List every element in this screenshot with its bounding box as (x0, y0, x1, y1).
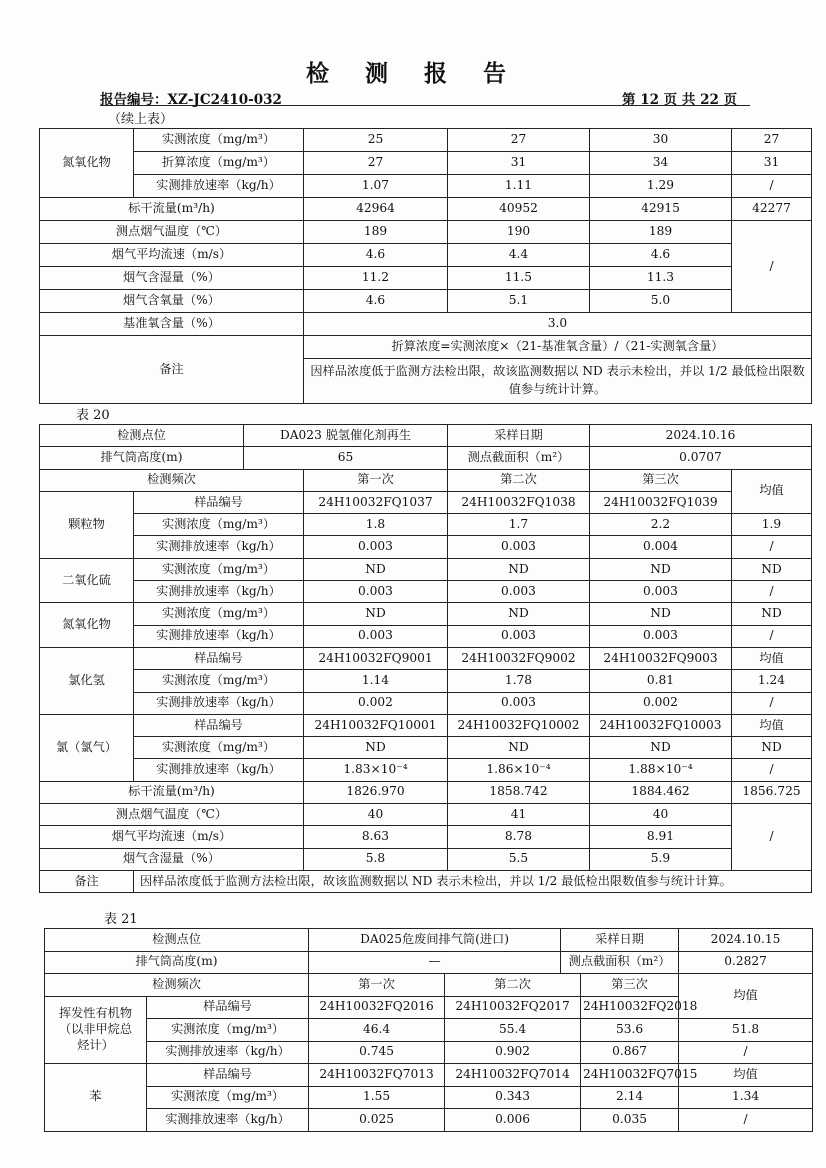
table-cell: 25 (304, 129, 448, 152)
row-label: 烟气含氧量（%） (40, 290, 304, 313)
table-cell: / (679, 1109, 813, 1132)
table-cell: ND (304, 558, 448, 580)
table-cell: 1.55 (309, 1086, 445, 1109)
pollutant-name: 苯 (45, 1064, 147, 1132)
pollutant-name: 氯化氢 (40, 647, 134, 714)
table-cell: 0.002 (590, 692, 732, 714)
row-label: 实测排放速率（kg/h） (134, 625, 304, 647)
table-21 (44, 928, 813, 1132)
table-row (40, 781, 812, 803)
date-label: 采样日期 (448, 425, 590, 447)
report-number: 报告编号：XZ-JC2410-032 (100, 92, 282, 108)
table-cell: / (732, 625, 812, 647)
table-row (40, 692, 812, 714)
freq-header: 第三次 (590, 469, 732, 491)
table-cell: 0.003 (448, 581, 590, 603)
table-row (40, 558, 812, 580)
row-label: 实测浓度（mg/m³） (134, 129, 304, 152)
table-cell: 1.14 (304, 670, 448, 692)
table-cell: 24H10032FQ2016 (309, 996, 445, 1019)
table-cell: ND (448, 558, 590, 580)
remark-row (40, 336, 812, 359)
table-row (45, 1086, 813, 1109)
table-cell: 0.003 (304, 625, 448, 647)
avg-header: 均值 (679, 1064, 813, 1087)
table-cell: 0.006 (445, 1109, 581, 1132)
table-cell: 1.07 (304, 175, 448, 198)
height-label: 排气筒高度(m) (40, 447, 244, 469)
table-cell: / (679, 1041, 813, 1064)
table-cell: 1.78 (448, 670, 590, 692)
row-label: 烟气含湿量（%） (40, 848, 304, 870)
table-cell: 40 (304, 804, 448, 826)
table-cell: 24H10032FQ10003 (590, 714, 732, 736)
report-title: 检 测 报 告 (305, 60, 521, 87)
table-cell: ND (304, 737, 448, 759)
table-cell: 4.6 (590, 244, 732, 267)
table-cell: 24H10032FQ9003 (590, 647, 732, 669)
table-row (40, 625, 812, 647)
table-row (40, 848, 812, 870)
freq-header: 第三次 (581, 974, 679, 997)
table-cell: 24H10032FQ2017 (445, 996, 581, 1019)
row-label: 标干流量(m³/h) (40, 198, 304, 221)
table-cell: 1858.742 (448, 781, 590, 803)
row-label: 实测排放速率（kg/h） (134, 536, 304, 558)
table-cell: 8.78 (448, 826, 590, 848)
header-rule (100, 105, 750, 106)
row-label: 实测排放速率（kg/h） (134, 692, 304, 714)
table-row (45, 929, 813, 952)
table-cell: 1884.462 (590, 781, 732, 803)
table-row (40, 175, 812, 198)
table-cell: 1856.725 (732, 781, 812, 803)
table-cell: 24H10032FQ10002 (448, 714, 590, 736)
row-label: 样品编号 (134, 647, 304, 669)
table-cell: 5.8 (304, 848, 448, 870)
table-cell: 24H10032FQ10001 (304, 714, 448, 736)
table-cell: 27 (732, 129, 812, 152)
table-cell: 8.63 (304, 826, 448, 848)
table-caption: 表 20 (76, 408, 110, 423)
table-cell: 24H10032FQ2018 (581, 996, 679, 1019)
row-label: 实测排放速率（kg/h） (147, 1041, 309, 1064)
table-caption: 表 21 (104, 912, 138, 927)
table-cell: 0.035 (581, 1109, 679, 1132)
row-label: 实测排放速率（kg/h） (147, 1109, 309, 1132)
table-cell: 4.4 (448, 244, 590, 267)
row-label: 实测浓度（mg/m³） (134, 603, 304, 625)
table-row (40, 603, 812, 625)
table-row (45, 1064, 813, 1087)
table-cell: 0.745 (309, 1041, 445, 1064)
point-label: 检测点位 (40, 425, 244, 447)
table-row (40, 759, 812, 781)
table-cell: 0.867 (581, 1041, 679, 1064)
row-label: 实测浓度（mg/m³） (147, 1019, 309, 1042)
table-cell: 31 (732, 152, 812, 175)
row-label: 样品编号 (134, 491, 304, 513)
table-row (40, 804, 812, 826)
table-cell: 1.29 (590, 175, 732, 198)
table-cell: 0.025 (309, 1109, 445, 1132)
table-row (45, 1019, 813, 1042)
avg-header: 均值 (679, 974, 813, 1019)
table-cell: 4.6 (304, 290, 448, 313)
table-cell: 27 (448, 129, 590, 152)
table-cell: 1826.970 (304, 781, 448, 803)
pollutant-name: 氮氧化物 (40, 129, 134, 198)
table-cell: 1.34 (679, 1086, 813, 1109)
freq-header: 第一次 (304, 469, 448, 491)
freq-header: 第二次 (448, 469, 590, 491)
remark-row (40, 870, 812, 892)
row-label: 实测排放速率（kg/h） (134, 175, 304, 198)
table-row (40, 514, 812, 536)
table-cell: 24H10032FQ1037 (304, 491, 448, 513)
table-cell: 30 (590, 129, 732, 152)
avg-header: 均值 (732, 714, 812, 736)
row-label: 样品编号 (134, 714, 304, 736)
table-cell: / (732, 804, 812, 871)
table-cell: ND (304, 603, 448, 625)
freq-header: 第一次 (309, 974, 445, 997)
pollutant-name-line: （以非甲烷总 (58, 1021, 133, 1036)
table-cell: 3.0 (304, 313, 812, 336)
continued-table (39, 128, 812, 404)
remark-label: 备注 (40, 870, 134, 892)
table-cell: ND (590, 737, 732, 759)
table-row (40, 221, 812, 244)
remark-label: 备注 (40, 336, 304, 404)
table-cell: 4.6 (304, 244, 448, 267)
table-cell: ND (590, 558, 732, 580)
pollutant-name-line: 烃计） (77, 1037, 114, 1052)
row-label: 实测浓度（mg/m³） (134, 670, 304, 692)
row-label: 实测浓度（mg/m³） (134, 737, 304, 759)
table-cell: 24H10032FQ1038 (448, 491, 590, 513)
table-cell: 53.6 (581, 1019, 679, 1042)
table-cell: ND (590, 603, 732, 625)
area-label: 测点截面积（m²） (561, 951, 679, 974)
table-cell: ND (448, 603, 590, 625)
row-label: 样品编号 (147, 996, 309, 1019)
remark-formula: 折算浓度=实测浓度×（21-基准氧含量）/（21-实测氧含量） (304, 336, 812, 359)
table-cell: 11.2 (304, 267, 448, 290)
row-label: 基准氧含量（%） (40, 313, 304, 336)
table-row (40, 313, 812, 336)
table-cell: 1.11 (448, 175, 590, 198)
table-cell: 0.003 (304, 581, 448, 603)
point-label: 检测点位 (45, 929, 309, 952)
table-cell: 55.4 (445, 1019, 581, 1042)
pollutant-name (45, 996, 147, 1064)
pollutant-name: 氮氧化物 (40, 603, 134, 648)
point-value: DA023 脱氢催化剂再生 (244, 425, 448, 447)
table-cell: 51.8 (679, 1019, 813, 1042)
table-cell: 0.003 (448, 692, 590, 714)
table-row (45, 974, 813, 997)
table-cell: ND (732, 737, 812, 759)
table-cell: 31 (448, 152, 590, 175)
table-20 (39, 424, 812, 893)
row-label: 烟气平均流速（m/s） (40, 244, 304, 267)
table-cell: 24H10032FQ7014 (445, 1064, 581, 1087)
table-cell: ND (448, 737, 590, 759)
table-cell: 1.88×10⁻⁴ (590, 759, 732, 781)
table-cell: ND (732, 558, 812, 580)
row-label: 标干流量(m³/h) (40, 781, 304, 803)
table-row (40, 714, 812, 736)
avg-header: 均值 (732, 469, 812, 514)
table-cell: 42915 (590, 198, 732, 221)
date-value: 2024.10.15 (679, 929, 813, 952)
row-label: 烟气含湿量（%） (40, 267, 304, 290)
row-label: 折算浓度（mg/m³） (134, 152, 304, 175)
table-cell: 1.7 (448, 514, 590, 536)
table-row (40, 826, 812, 848)
table-cell: / (732, 221, 812, 313)
table-cell: 0.004 (590, 536, 732, 558)
table-cell: 11.3 (590, 267, 732, 290)
table-row (40, 152, 812, 175)
height-value: — (309, 951, 561, 974)
area-value: 0.0707 (590, 447, 812, 469)
table-row (40, 267, 812, 290)
area-label: 测点截面积（m²） (448, 447, 590, 469)
table-cell: 0.81 (590, 670, 732, 692)
table-cell: 2.2 (590, 514, 732, 536)
table-row (40, 647, 812, 669)
table-cell: 1.9 (732, 514, 812, 536)
table-cell: 24H10032FQ7015 (581, 1064, 679, 1087)
table-row (40, 670, 812, 692)
table-cell: / (732, 536, 812, 558)
row-label: 实测排放速率（kg/h） (134, 581, 304, 603)
table-cell: 11.5 (448, 267, 590, 290)
row-label: 实测浓度（mg/m³） (134, 558, 304, 580)
table-cell: 189 (304, 221, 448, 244)
table-cell: 1.83×10⁻⁴ (304, 759, 448, 781)
table-cell: 24H10032FQ9002 (448, 647, 590, 669)
table-row (40, 536, 812, 558)
page-number: 第 12 页 共 22 页 (622, 92, 738, 108)
table-cell: / (732, 759, 812, 781)
height-value: 65 (244, 447, 448, 469)
table-cell: 24H10032FQ7013 (309, 1064, 445, 1087)
row-label: 测点烟气温度（℃） (40, 221, 304, 244)
remark-text: 因样品浓度低于监测方法检出限，故该监测数据以 ND 表示未检出，并以 1/2 最低检出限数值参与统计计算。 (304, 359, 812, 404)
table-cell: 190 (448, 221, 590, 244)
remark-text: 因样品浓度低于监测方法检出限，故该监测数据以 ND 表示未检出，并以 1/2 最低检出限数值参与统计计算。 (134, 870, 812, 892)
table-cell: 0.003 (448, 625, 590, 647)
table-row (40, 198, 812, 221)
table-cell: 24H10032FQ1039 (590, 491, 732, 513)
table-cell: 46.4 (309, 1019, 445, 1042)
table-row (40, 581, 812, 603)
table-cell: 5.5 (448, 848, 590, 870)
table-cell: 0.902 (445, 1041, 581, 1064)
height-label: 排气筒高度(m) (45, 951, 309, 974)
point-value: DA025危废间排气筒(进口) (309, 929, 561, 952)
table-cell: 27 (304, 152, 448, 175)
table-row (40, 129, 812, 152)
area-value: 0.2827 (679, 951, 813, 974)
table-cell: 189 (590, 221, 732, 244)
table-cell: 0.003 (590, 581, 732, 603)
avg-header: 均值 (732, 647, 812, 669)
row-label: 测点烟气温度（℃） (40, 804, 304, 826)
freq-header: 第二次 (445, 974, 581, 997)
freq-label: 检测频次 (45, 974, 309, 997)
table-row (40, 737, 812, 759)
freq-label: 检测频次 (40, 469, 304, 491)
row-label: 实测排放速率（kg/h） (134, 759, 304, 781)
pollutant-name: 二氧化硫 (40, 558, 134, 603)
pollutant-name-line: 挥发性有机物 (58, 1005, 133, 1020)
table-cell: 40952 (448, 198, 590, 221)
table-cell: 0.343 (445, 1086, 581, 1109)
table-cell: 42964 (304, 198, 448, 221)
table-cell: 8.91 (590, 826, 732, 848)
table-cell: / (732, 581, 812, 603)
table-cell: 1.24 (732, 670, 812, 692)
table-cell: ND (732, 603, 812, 625)
table-row (45, 951, 813, 974)
table-cell: 5.9 (590, 848, 732, 870)
table-row (40, 447, 812, 469)
table-cell: 0.003 (304, 536, 448, 558)
table-row (40, 491, 812, 513)
table-cell: 34 (590, 152, 732, 175)
table-cell: 2.14 (581, 1086, 679, 1109)
continued-label: （续上表） (108, 112, 174, 127)
date-label: 采样日期 (561, 929, 679, 952)
table-cell: / (732, 175, 812, 198)
table-row (40, 425, 812, 447)
table-row (45, 1109, 813, 1132)
table-cell: 42277 (732, 198, 812, 221)
row-label: 实测浓度（mg/m³） (134, 514, 304, 536)
table-cell: 0.002 (304, 692, 448, 714)
row-label: 样品编号 (147, 1064, 309, 1087)
table-row (40, 290, 812, 313)
table-row (40, 469, 812, 491)
table-cell: 1.86×10⁻⁴ (448, 759, 590, 781)
table-cell: 1.8 (304, 514, 448, 536)
table-cell: 0.003 (448, 536, 590, 558)
table-cell: 40 (590, 804, 732, 826)
table-row (40, 244, 812, 267)
table-cell: 5.0 (590, 290, 732, 313)
pollutant-name: 氯（氯气） (40, 714, 134, 781)
table-cell: 41 (448, 804, 590, 826)
table-cell: 5.1 (448, 290, 590, 313)
table-row (45, 1041, 813, 1064)
table-cell: 0.003 (590, 625, 732, 647)
pollutant-name: 颗粒物 (40, 491, 134, 558)
date-value: 2024.10.16 (590, 425, 812, 447)
table-cell: 24H10032FQ9001 (304, 647, 448, 669)
row-label: 烟气平均流速（m/s） (40, 826, 304, 848)
table-cell: / (732, 692, 812, 714)
row-label: 实测浓度（mg/m³） (147, 1086, 309, 1109)
